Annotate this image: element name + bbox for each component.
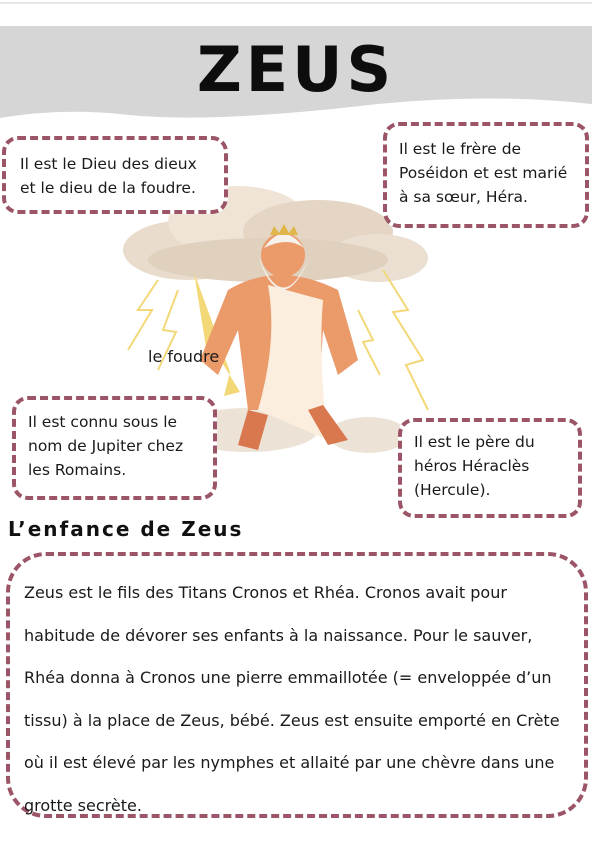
fact-jupiter-text: Il est connu sous le nom de Jupiter chez les Romains.: [28, 413, 184, 479]
fact-dieu-text: Il est le Dieu des dieux et le dieu de la foudre.: [20, 155, 197, 197]
fact-box-pere: [398, 418, 582, 518]
enfance-text: Zeus est le fils des Titans Cronos et Rhéa. Cronos avait pour habitude de dévorer ses enfants à la naissance. Pour le sauver, Rhéa donna à Cronos une pierre emmaillotée (= enveloppée d’un tissu) à la place de Zeus, bébé. Zeus est ensuite emporté en Crète où il est élevé par les nymphes et allaité par une chèvre dans une grotte secrète.: [24, 583, 560, 815]
foudre-label: le foudre: [148, 347, 220, 366]
top-rule: [0, 2, 592, 4]
enfance-box: [6, 552, 588, 818]
fact-box-frere: [383, 122, 589, 228]
fact-box-dieu: [2, 136, 228, 214]
fact-box-jupiter: [12, 396, 217, 500]
fact-frere-text: Il est le frère de Poséidon et est marié à sa sœur, Héra.: [399, 140, 568, 206]
section-heading-enfance: L’enfance de Zeus: [8, 517, 244, 541]
page-title: ZEUS: [196, 33, 396, 106]
fact-pere-text: Il est le père du héros Héraclès (Hercule).: [414, 433, 535, 499]
